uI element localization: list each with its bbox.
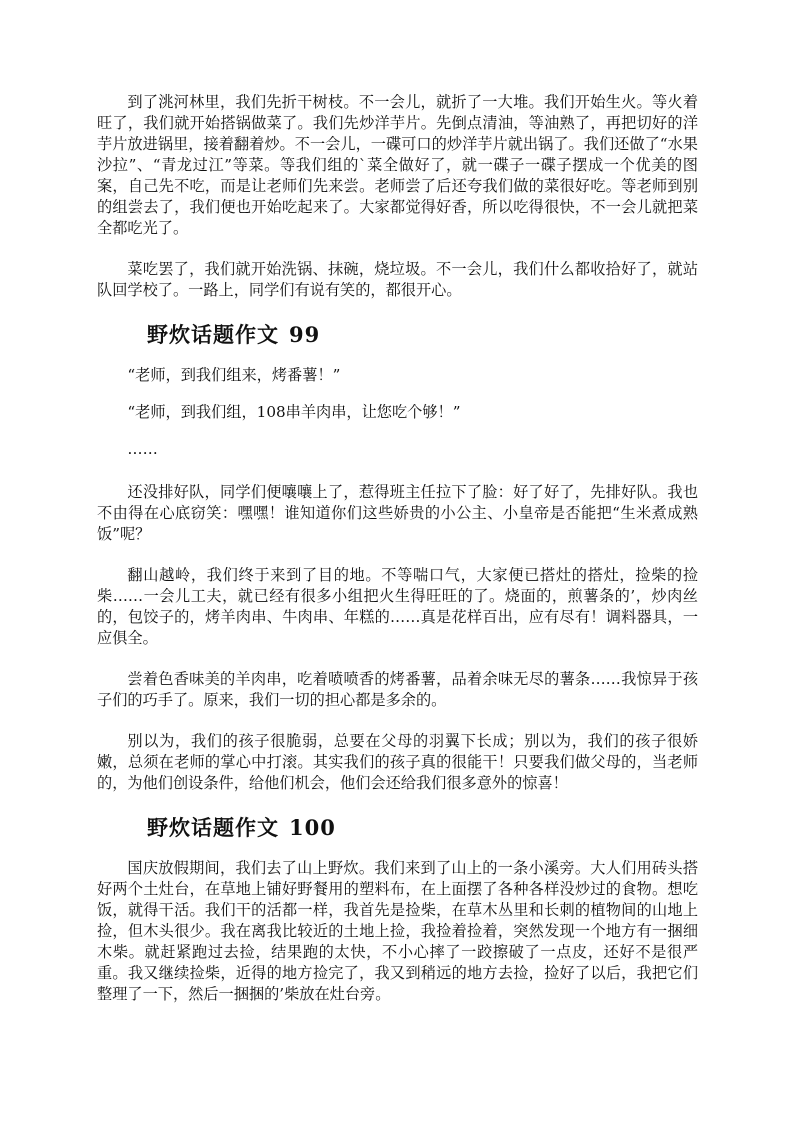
dialogue-line: “老师，到我们组，108串羊肉串，让您吃个够！” bbox=[127, 403, 461, 421]
paragraph: 到了洮河林里，我们先折干树枝。不一会儿，就折了一大堆。我们开始生火。等火着旺了，我们就开始搭锅做菜了。我们先炒洋芋片。先倒点清油，等油熟了，再把切好的洋芋片放进锅里，接着翻着炒。不一会儿，一碟可口的炒洋芋片就出锅了。我们还做了“水果沙拉”、“青龙过江”等菜。等我们组的`菜全做好了，就一碟子一碟子摆成一个优美的图案，自己先不吃，而是让老师们先来尝。老师尝了后还夸我们做的菜很好吃。等老师到别的组尝去了，我们便也开始吃起来了。大家都觉得好香，所以吃得很快，不一会儿就把菜全都吃光了。 bbox=[97, 93, 698, 237]
paragraph: 别以为，我们的孩子很脆弱，总要在父母的羽翼下长成；别以为，我们的孩子很娇嫩，总须在老师的掌心中打滚。其实我们的孩子真的很能干！只要我们做父母的，当老师的，为他们创设条件，给他们机会，他们会还给我们很多意外的惊喜！ bbox=[97, 732, 698, 792]
section-heading bbox=[147, 814, 698, 842]
heading-number: 99 bbox=[289, 322, 321, 347]
section-heading bbox=[147, 321, 698, 349]
paragraph: 国庆放假期间，我们去了山上野炊。我们来到了山上的一条小溪旁。大人们用砖头搭好两个土灶台，在草地上铺好野餐用的塑料布，在上面摆了各种各样没炒过的食物。想吃饭，就得干活。我们干的活都一样，我首先是捡柴，在草木丛里和长刺的植物间的山地上捡，但木头很少。我在离我比较近的土地上捡，我捡着捡着，突然发现一个地方有一捆细木柴。就赶紧跑过去捡，结果跑的太快，不小心摔了一跤擦破了一点皮，还好不是很严重。我又继续捡柴，近得的地方捡完了，我又到稍远的地方去捡，捡好了以后，我把它们整理了一下，然后一捆捆的’柴放在灶台旁。 bbox=[97, 859, 698, 1003]
heading-title: 野炊话题作文 bbox=[147, 815, 279, 840]
paragraph: 尝着色香味美的羊肉串，吃着喷喷香的烤番薯，品着余味无尽的薯条……我惊异于孩子们的巧手了。原来，我们一切的担心都是多余的。 bbox=[97, 670, 698, 709]
document-page bbox=[97, 92, 698, 1025]
paragraph: 翻山越岭，我们终于来到了目的地。不等喘口气，大家便已搭灶的搭灶，捡柴的捡柴……一会儿工夫，就已经有很多小组把火生得旺旺的了。烧面的，煎薯条的’，炒肉丝的，包饺子的，烤羊肉串、牛肉串、年糕的……真是花样百出，应有尽有！调料器具，一应俱全。 bbox=[97, 566, 698, 647]
dialogue-line: “老师，到我们组来，烤番薯！” bbox=[127, 366, 341, 384]
paragraph: 还没排好队，同学们便嚷嚷上了，惹得班主任拉下了脸：好了好了，先排好队。我也不由得在心底窃笑：嘿嘿！谁知道你们这些娇贵的小公主、小皇帝是否能把“生米煮成熟饭”呢？ bbox=[97, 483, 698, 543]
heading-title: 野炊话题作文 bbox=[147, 322, 279, 347]
ellipsis-line: …… bbox=[127, 440, 158, 458]
heading-number: 100 bbox=[289, 815, 336, 840]
paragraph: 菜吃罢了，我们就开始洗锅、抹碗，烧垃圾。不一会儿，我们什么都收拾好了，就站队回学校了。一路上，同学们有说有笑的，都很开心。 bbox=[97, 260, 698, 299]
